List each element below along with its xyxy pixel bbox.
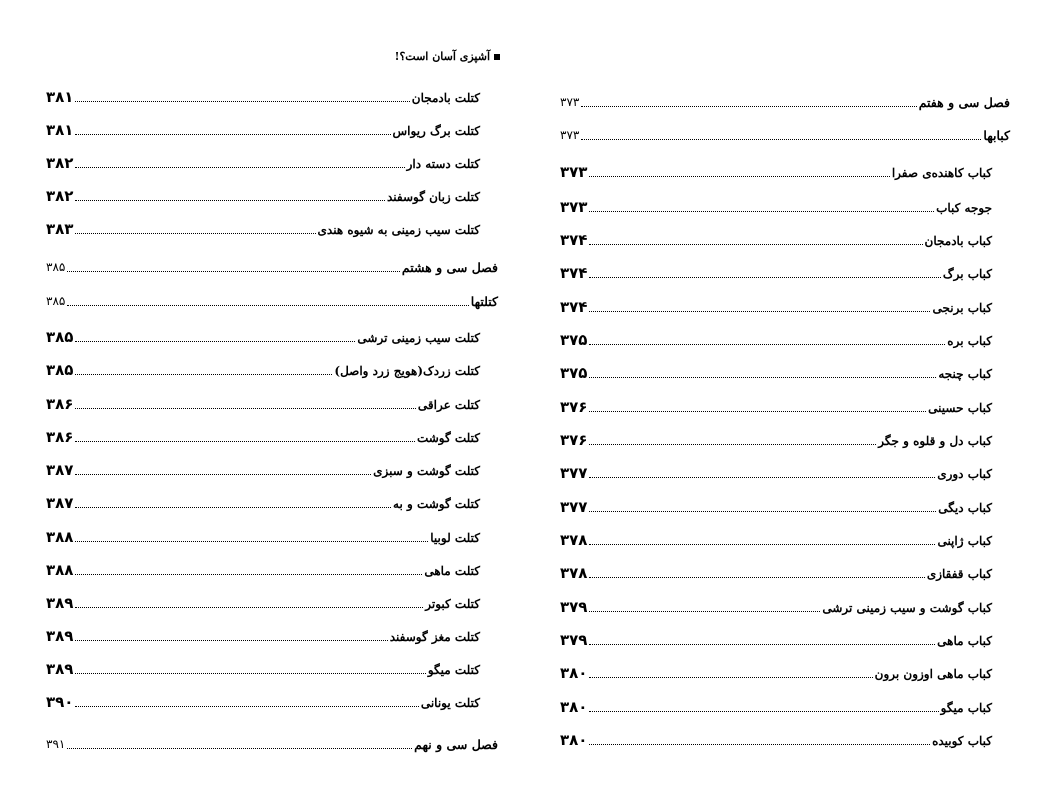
toc-page-number: ۳۸۶ [46, 395, 74, 413]
toc-entry-row [560, 596, 1010, 616]
toc-entry-title: کتلت کبوتر [425, 597, 480, 611]
toc-page-number: ۳۷۹ [560, 598, 588, 616]
dot-leader [589, 544, 935, 545]
toc-entry-title: کبابها [983, 128, 1010, 143]
toc-entry-row [560, 329, 1010, 349]
toc-entry-title: کتلت سیب زمینی به شیوه هندی [317, 223, 480, 237]
toc-entry-title: کتلت بادمجان [411, 91, 480, 105]
toc-page-number: ۳۹۰ [46, 693, 74, 711]
dot-leader [75, 408, 415, 409]
toc-entry-title: کتلت مغز گوسفند [389, 630, 480, 644]
toc-entry-row [46, 426, 498, 446]
toc-entry-title: کباب گوشت و سیب زمینی ترشی [822, 601, 992, 615]
toc-entry-row [46, 592, 498, 612]
toc-page-number: ۳۸۸ [46, 561, 74, 579]
dot-leader [589, 677, 872, 678]
toc-entry-title: کتلت دسته دار [406, 157, 480, 171]
toc-entry-title: جوجه کباب [936, 201, 992, 215]
toc-entry-title: کباب دوری [937, 467, 992, 481]
toc-entry-title: فصل سی و هشتم [401, 260, 498, 275]
toc-page-number: ۳۷۳ [560, 128, 580, 142]
toc-page-number: ۳۹۱ [46, 737, 66, 751]
toc-entry-title: کتلت گوشت [416, 431, 480, 445]
toc-page-number: ۳۷۸ [560, 564, 588, 582]
toc-entry-row [46, 86, 498, 106]
toc-entry-row [46, 393, 498, 413]
header-text: آشپزی آسان است؟! [394, 50, 490, 63]
toc-page-number: ۳۸۵ [46, 294, 66, 308]
toc-entry-row [46, 526, 498, 546]
toc-page-number: ۳۷۴ [560, 298, 588, 316]
toc-entry-row [560, 462, 1010, 482]
toc-entry-row [560, 362, 1010, 382]
dot-leader [75, 673, 425, 674]
toc-entry-title: کتلتها [470, 294, 498, 309]
toc-entry-row [46, 152, 498, 172]
toc-entry-row [46, 625, 498, 645]
toc-left-column [46, 0, 498, 797]
toc-page-number: ۳۸۰ [560, 731, 588, 749]
toc-page-number: ۳۷۴ [560, 231, 588, 249]
toc-entry-title: کباب بادمجان [924, 234, 992, 248]
toc-entry-row [560, 396, 1010, 416]
toc-entry-row [560, 196, 1010, 216]
dot-leader [581, 106, 916, 107]
toc-page-number: ۳۸۱ [46, 121, 74, 139]
dot-leader [75, 541, 428, 542]
dot-leader [589, 444, 876, 445]
toc-entry-title: کتلت عراقی [417, 398, 480, 412]
toc-entry-title: کتلت زبان گوسفند [386, 190, 480, 204]
toc-entry-title: کتلت گوشت و سبزی [373, 464, 480, 478]
toc-entry-title: کباب برگ [942, 267, 992, 281]
dot-leader [75, 341, 355, 342]
toc-page-number: ۳۷۹ [560, 631, 588, 649]
toc-entry-title: کباب ماهی [937, 634, 992, 648]
dot-leader [67, 748, 412, 749]
dot-leader [75, 101, 409, 102]
toc-entry-row [560, 529, 1010, 549]
toc-chapter-row [46, 733, 498, 753]
toc-entry-row [560, 562, 1010, 582]
dot-leader [581, 139, 981, 140]
dot-leader [589, 577, 924, 578]
toc-page-number: ۳۸۲ [46, 154, 74, 172]
dot-leader [589, 711, 938, 712]
toc-entry-row [46, 492, 498, 512]
toc-right-column [560, 0, 1010, 797]
dot-leader [67, 271, 400, 272]
dot-leader [589, 211, 934, 212]
toc-entry-title: کتلت ماهی [424, 564, 480, 578]
toc-page-number: ۳۸۳ [46, 220, 74, 238]
toc-entry-title: کباب چنجه [938, 367, 992, 381]
toc-entry-row [560, 662, 1010, 682]
toc-page-number: ۳۸۰ [560, 664, 588, 682]
toc-chapter-row [560, 124, 1010, 144]
toc-entry-row [560, 496, 1010, 516]
toc-page-number: ۳۸۰ [560, 698, 588, 716]
toc-entry-row [46, 658, 498, 678]
toc-entry-title: کباب برنجی [932, 301, 992, 315]
toc-page-number: ۳۸۸ [46, 528, 74, 546]
toc-page-number: ۳۸۷ [46, 461, 74, 479]
toc-chapter-row [560, 91, 1010, 111]
dot-leader [75, 607, 423, 608]
toc-page-number: ۳۷۳ [560, 163, 588, 181]
toc-entry-row [46, 218, 498, 238]
toc-page-number: ۳۸۷ [46, 494, 74, 512]
dot-leader [589, 511, 936, 512]
toc-entry-title: کباب حسینی [928, 401, 992, 415]
toc-entry-row [560, 262, 1010, 282]
toc-page-number: ۳۸۱ [46, 88, 74, 106]
toc-page-number: ۳۷۴ [560, 264, 588, 282]
toc-page-number: ۳۸۵ [46, 260, 66, 274]
dot-leader [589, 244, 922, 245]
toc-entry-row [560, 429, 1010, 449]
toc-entry-row [46, 559, 498, 579]
toc-chapter-row [46, 290, 498, 310]
toc-entry-title: کباب دل و قلوه و جگر [878, 434, 992, 448]
toc-entry-title: فصل سی و هفتم [918, 95, 1010, 110]
toc-entry-row [560, 229, 1010, 249]
toc-entry-title: کباب ژاپنی [937, 534, 992, 548]
toc-entry-title: کتلت لوبیا [430, 531, 480, 545]
toc-page-number: ۳۷۷ [560, 498, 588, 516]
dot-leader [75, 233, 315, 234]
toc-page-number: ۳۸۹ [46, 660, 74, 678]
toc-entry-title: کتلت برگ ریواس [392, 124, 480, 138]
toc-page-number: ۳۷۳ [560, 198, 588, 216]
toc-page-number: ۳۷۶ [560, 431, 588, 449]
toc-entry-title: فصل سی و نهم [414, 737, 498, 752]
toc-entry-title: کباب میگو [940, 701, 992, 715]
dot-leader [75, 640, 387, 641]
dot-leader [589, 744, 930, 745]
dot-leader [75, 706, 418, 707]
dot-leader [75, 574, 422, 575]
toc-page-number: ۳۸۹ [46, 627, 74, 645]
dot-leader [75, 134, 390, 135]
toc-entry-row [46, 691, 498, 711]
toc-page-number: ۳۷۶ [560, 398, 588, 416]
toc-page-number: ۳۸۲ [46, 187, 74, 205]
toc-entry-row [560, 729, 1010, 749]
toc-entry-row [46, 459, 498, 479]
toc-entry-title: کباب دیگی [938, 501, 992, 515]
toc-page-number: ۳۸۵ [46, 361, 74, 379]
toc-entry-row [560, 161, 1010, 181]
dot-leader [589, 377, 936, 378]
toc-page-number: ۳۷۳ [560, 95, 580, 109]
dot-leader [589, 411, 926, 412]
toc-entry-row [560, 629, 1010, 649]
dot-leader [589, 277, 940, 278]
dot-leader [589, 644, 935, 645]
dot-leader [589, 344, 945, 345]
toc-chapter-row [46, 256, 498, 276]
toc-page-number: ۳۷۵ [560, 364, 588, 382]
dot-leader [75, 507, 391, 508]
toc-entry-title: کتلت یونانی [420, 696, 480, 710]
toc-entry-title: کباب کوبیده [932, 734, 992, 748]
dot-leader [589, 311, 930, 312]
toc-entry-title: کتلت میگو [427, 663, 480, 677]
toc-entry-row [46, 119, 498, 139]
dot-leader [75, 167, 404, 168]
toc-entry-row [560, 296, 1010, 316]
dot-leader [67, 305, 468, 306]
toc-entry-title: کباب قفقازی [926, 567, 992, 581]
toc-page-number: ۳۸۶ [46, 428, 74, 446]
toc-entry-title: کتلت زردک(هویج زرد واصل) [334, 364, 480, 378]
toc-page-number: ۳۷۵ [560, 331, 588, 349]
toc-page-number: ۳۷۷ [560, 464, 588, 482]
toc-entry-row [46, 185, 498, 205]
dot-leader [75, 374, 332, 375]
toc-entry-title: کباب ماهی اوزون برون [874, 667, 992, 681]
toc-entry-row [560, 696, 1010, 716]
toc-entry-row [46, 326, 498, 346]
dot-leader [589, 477, 935, 478]
toc-page-number: ۳۷۸ [560, 531, 588, 549]
dot-leader [75, 441, 415, 442]
toc-entry-row [46, 359, 498, 379]
toc-entry-title: کتلت سیب زمینی ترشی [357, 331, 480, 345]
dot-leader [589, 611, 820, 612]
dot-leader [75, 474, 371, 475]
toc-entry-title: کباب کاهنده‌ی صفرا [891, 166, 992, 180]
dot-leader [589, 176, 889, 177]
toc-page-number: ۳۸۵ [46, 328, 74, 346]
dot-leader [75, 200, 385, 201]
toc-entry-title: کتلت گوشت و به [393, 497, 480, 511]
toc-page-number: ۳۸۹ [46, 594, 74, 612]
toc-entry-title: کباب بره [947, 334, 992, 348]
